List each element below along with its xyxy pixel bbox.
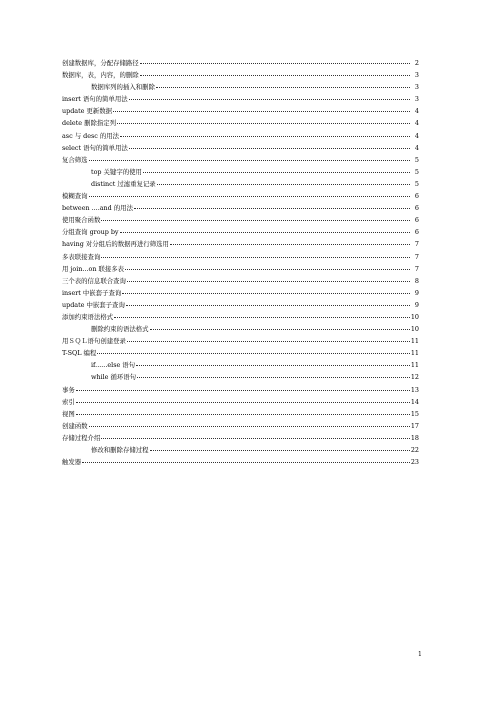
toc-entry-page: 17 <box>410 421 419 430</box>
toc-dot-leader <box>76 389 410 391</box>
toc-entry-title: 修改和删除存储过程 <box>91 446 149 454</box>
toc-entry-title: 索引 <box>62 397 75 406</box>
page-number: 1 <box>418 651 422 658</box>
toc-entry[interactable] <box>62 396 419 408</box>
toc-entry[interactable] <box>62 263 419 275</box>
toc-dot-leader <box>129 147 410 149</box>
toc-dot-leader <box>137 376 410 378</box>
toc-entry-page: 12 <box>410 373 419 382</box>
toc-entry-title: top 关键字的使用 <box>91 167 142 176</box>
toc-entry-title: asc 与 desc 的用法 <box>62 131 120 140</box>
toc-entry-page: 6 <box>414 204 419 213</box>
toc-entry-page: 14 <box>410 397 419 406</box>
toc-entry[interactable] <box>62 456 419 468</box>
toc-dot-leader <box>127 340 410 342</box>
toc-entry-page: 15 <box>410 409 419 418</box>
toc-entry[interactable] <box>62 347 419 359</box>
toc-entry-page: 3 <box>414 71 419 80</box>
toc-entry-page: 10 <box>410 325 419 334</box>
toc-dot-leader <box>101 219 410 221</box>
toc-dot-leader <box>125 268 410 270</box>
toc-entry[interactable] <box>62 238 419 250</box>
toc-entry-title: 用 join...on 联接多表 <box>62 264 125 273</box>
toc-entry-page: 6 <box>414 228 419 237</box>
toc-entry[interactable] <box>62 371 419 383</box>
toc-entry-title: 删除约束的语法格式 <box>91 325 149 334</box>
toc-dot-leader <box>157 183 410 185</box>
toc-entry-title: delete 删除指定列 <box>62 119 117 128</box>
toc-dot-leader <box>89 425 410 427</box>
toc-entry-page: 5 <box>414 167 419 176</box>
toc-entry[interactable] <box>62 432 419 444</box>
toc-entry-title: 触发器 <box>62 458 82 467</box>
toc-entry-title: insert 语句的简单用法 <box>62 95 128 104</box>
toc-entry[interactable] <box>62 117 419 129</box>
toc-entry-title: 数据库，表，内容，的删除 <box>62 71 139 80</box>
toc-entry[interactable] <box>62 178 419 190</box>
toc-dot-leader <box>120 135 410 137</box>
toc-entry-page: 4 <box>414 107 419 116</box>
toc-entry[interactable] <box>62 287 419 299</box>
toc-dot-leader <box>150 328 410 330</box>
toc-dot-leader <box>120 231 410 233</box>
toc-dot-leader <box>114 316 410 318</box>
toc-entry-page: 13 <box>410 385 419 394</box>
toc-entry[interactable] <box>62 335 419 347</box>
toc-entry[interactable] <box>62 311 419 323</box>
toc-entry-page: 4 <box>414 119 419 128</box>
toc-entry[interactable] <box>62 154 419 166</box>
toc-entry-page: 7 <box>414 264 419 273</box>
toc-entry-page: 8 <box>414 276 419 285</box>
toc-dot-leader <box>136 364 410 366</box>
toc-entry-title: between ....and 的用法 <box>62 204 133 213</box>
toc-entry-title: 创建函数 <box>62 421 88 430</box>
toc-entry-title: 添加约束语法格式 <box>62 312 114 321</box>
toc-entry[interactable] <box>62 57 419 69</box>
toc-entry[interactable] <box>62 190 419 202</box>
toc-entry[interactable] <box>62 384 419 396</box>
toc-dot-leader <box>170 243 410 245</box>
toc-entry-title: 复合筛选 <box>62 155 88 164</box>
toc-dot-leader <box>140 62 410 64</box>
toc-entry[interactable] <box>62 202 419 214</box>
toc-entry-page: 9 <box>414 300 419 309</box>
toc-entry[interactable] <box>62 130 419 142</box>
toc-entry-page: 4 <box>414 131 419 140</box>
toc-entry-title: distinct 过滤重复记录 <box>91 179 156 188</box>
toc-dot-leader <box>129 98 410 100</box>
toc-entry[interactable] <box>62 420 419 432</box>
toc-entry[interactable] <box>62 275 419 287</box>
toc-dot-leader <box>126 304 410 306</box>
toc-entry-page: 5 <box>414 155 419 164</box>
toc-entry[interactable] <box>62 93 419 105</box>
toc-entry-page: 11 <box>410 361 419 370</box>
toc-entry-title: 多表联接查询 <box>62 252 101 261</box>
table-of-contents <box>62 57 419 468</box>
toc-entry-title: 使用聚合函数 <box>62 216 101 225</box>
toc-dot-leader <box>89 195 410 197</box>
toc-entry-page: 6 <box>414 216 419 225</box>
toc-dot-leader <box>101 437 410 439</box>
toc-entry-title: T-SQL 编程 <box>62 349 97 358</box>
toc-entry-title: while 循环语句 <box>91 373 137 382</box>
toc-dot-leader <box>97 352 410 354</box>
toc-entry-page: 10 <box>410 312 419 321</box>
toc-entry-page: 3 <box>414 95 419 104</box>
toc-entry-page: 6 <box>414 192 419 201</box>
toc-entry[interactable] <box>62 323 419 335</box>
toc-entry-page: 3 <box>414 83 419 92</box>
toc-entry-title: having 对分组后的数据再进行筛选用 <box>62 240 169 249</box>
toc-entry-title: update 中嵌套子查询 <box>62 300 125 309</box>
toc-entry[interactable] <box>62 251 419 263</box>
toc-entry-page: 9 <box>414 288 419 297</box>
toc-entry-page: 4 <box>414 143 419 152</box>
toc-entry-page: 2 <box>414 59 419 67</box>
toc-entry-title: 存储过程介绍 <box>62 433 101 442</box>
toc-entry[interactable] <box>62 299 419 311</box>
toc-entry[interactable] <box>62 444 419 456</box>
toc-entry[interactable] <box>62 81 419 93</box>
toc-entry-title: 事务 <box>62 385 75 394</box>
toc-entry-title: insert 中嵌套子查询 <box>62 288 122 297</box>
toc-entry[interactable] <box>62 142 419 154</box>
toc-entry-page: 23 <box>410 458 419 467</box>
toc-entry-title: 分组查询 group by <box>62 228 119 237</box>
toc-entry-title: 数据库列的插入和删除 <box>91 83 155 92</box>
toc-dot-leader <box>127 280 410 282</box>
toc-dot-leader <box>143 171 410 173</box>
toc-dot-leader <box>76 413 410 415</box>
toc-entry-title: if......else 语句 <box>91 361 136 370</box>
toc-entry[interactable] <box>62 408 419 420</box>
toc-entry-page: 11 <box>410 337 419 346</box>
toc-entry-page: 11 <box>410 349 419 358</box>
toc-entry-title: select 语句的简单用法 <box>62 143 128 152</box>
toc-entry[interactable] <box>62 226 419 238</box>
toc-dot-leader <box>117 122 410 124</box>
toc-entry-page: 7 <box>414 240 419 249</box>
toc-entry-title: 三个表的信息联合查询 <box>62 276 126 285</box>
toc-dot-leader <box>82 461 410 463</box>
toc-entry[interactable] <box>62 214 419 226</box>
toc-dot-leader <box>89 159 410 161</box>
toc-dot-leader <box>113 110 410 112</box>
toc-dot-leader <box>150 449 410 451</box>
toc-entry-page: 7 <box>414 252 419 261</box>
toc-entry[interactable] <box>62 69 419 81</box>
toc-entry-title: 视图 <box>62 409 75 418</box>
toc-dot-leader <box>140 74 410 76</box>
toc-dot-leader <box>101 256 410 258</box>
toc-entry-title: update 更新数据 <box>62 107 113 116</box>
toc-dot-leader <box>76 401 410 403</box>
toc-dot-leader <box>134 207 410 209</box>
toc-entry[interactable] <box>62 166 419 178</box>
toc-entry-title: 模糊查询 <box>62 192 88 201</box>
toc-entry-title: 用ＳＱＬ语句创建登录 <box>62 337 126 346</box>
toc-entry[interactable] <box>62 359 419 371</box>
toc-entry-page: 18 <box>410 433 419 442</box>
toc-entry[interactable] <box>62 105 419 117</box>
toc-entry-page: 5 <box>414 179 419 188</box>
toc-dot-leader <box>156 86 410 88</box>
toc-dot-leader <box>122 292 410 294</box>
toc-entry-page: 22 <box>410 446 419 454</box>
toc-entry-title: 创建数据库，分配存储路径 <box>62 59 139 67</box>
